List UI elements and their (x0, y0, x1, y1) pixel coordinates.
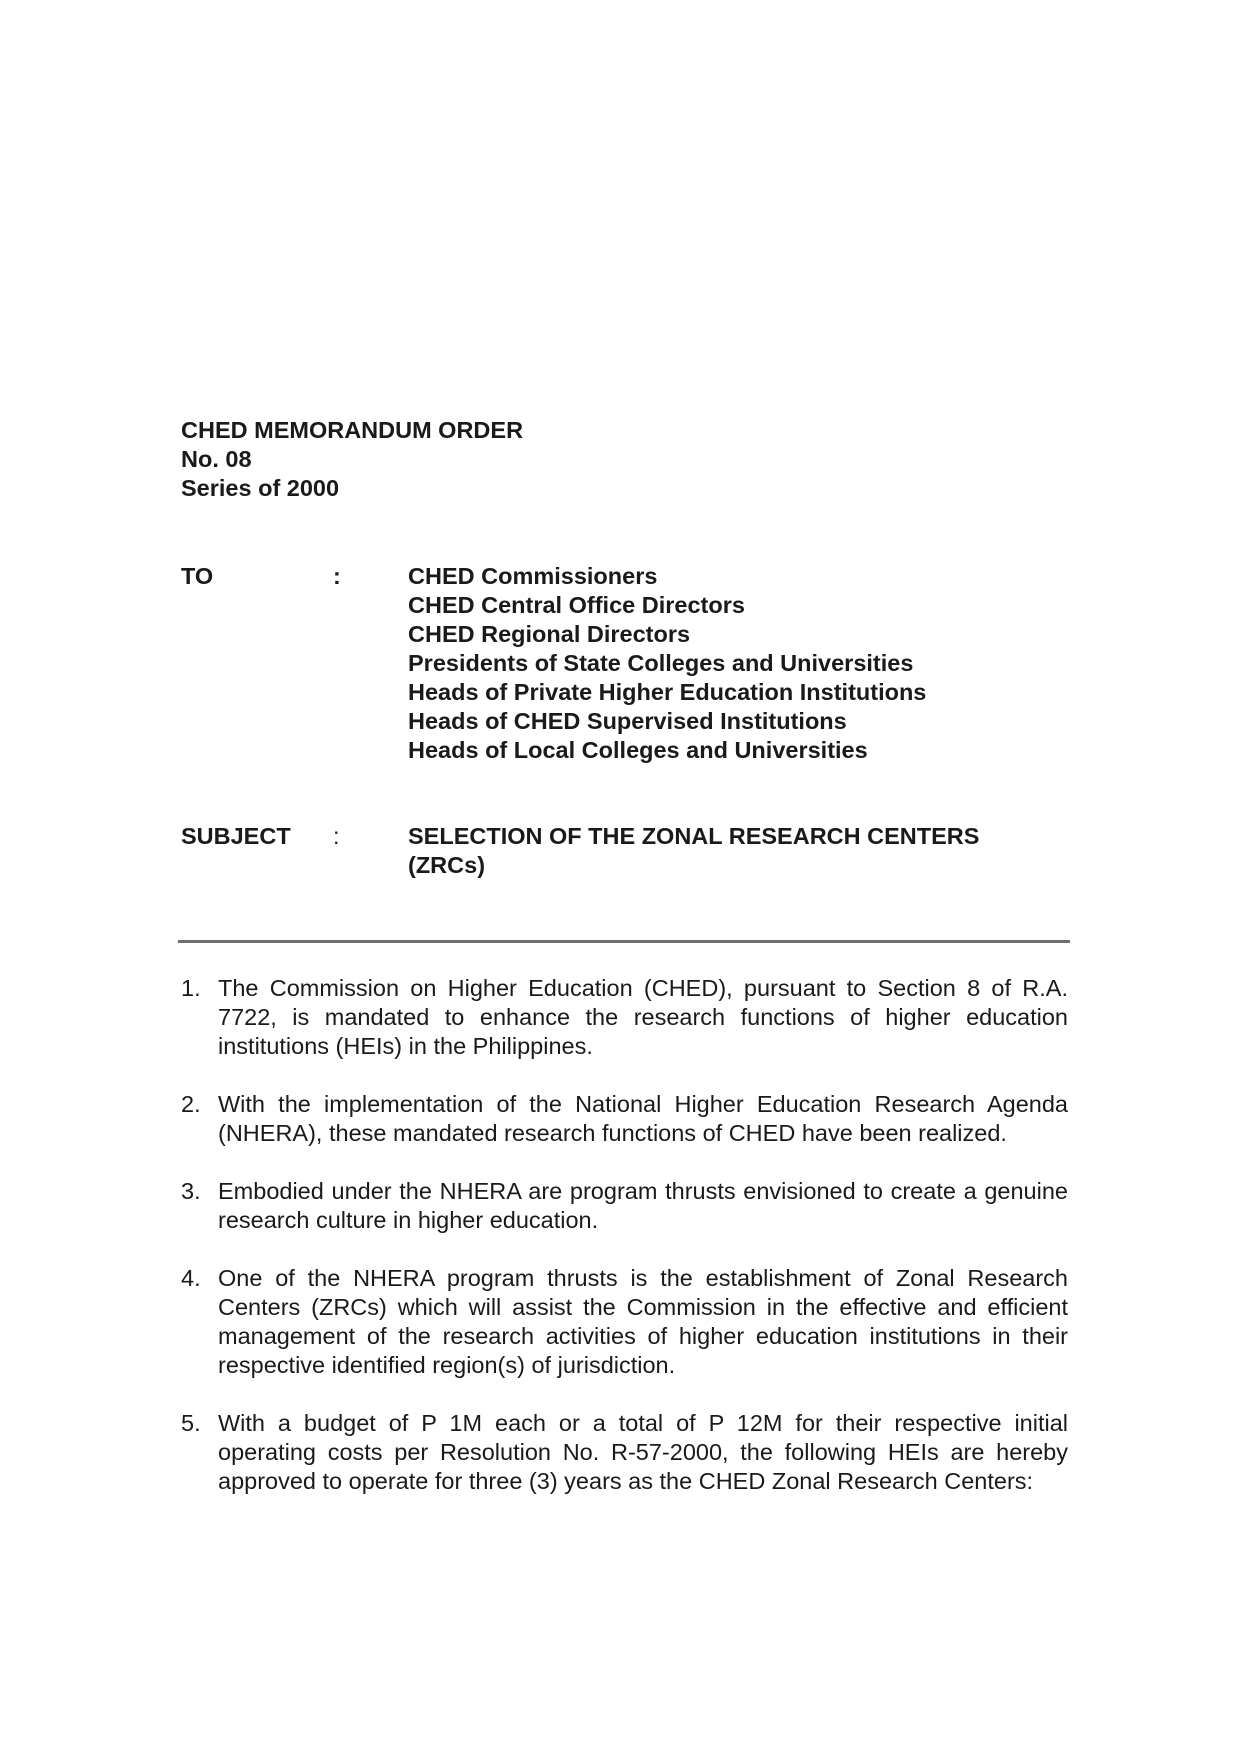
recipient-item: Presidents of State Colleges and Universities (408, 650, 914, 676)
recipient-item: Heads of CHED Supervised Institutions (408, 708, 847, 734)
recipient-item: CHED Commissioners (408, 563, 658, 589)
recipient-item: CHED Regional Directors (408, 621, 691, 647)
paragraph-text: Embodied under the NHERA are program thrusts envisioned to create a genuine research culture in higher education. (218, 1178, 1068, 1233)
horizontal-divider (178, 940, 1070, 943)
paragraph-text: With the implementation of the National Higher Education Research Agenda (NHERA), these mandated research functions of CHED have been realized. (218, 1091, 1068, 1146)
memo-title: CHED MEMORANDUM ORDER (181, 417, 524, 443)
paragraph-text: One of the NHERA program thrusts is the establishment of Zonal Research Centers (ZRCs) which will assist the Commission in the effective and efficient management of the research activities of higher education institutions in their respective identified region(s) of jurisdiction. (218, 1265, 1068, 1378)
paragraph-number: 2. (181, 1091, 201, 1117)
memo-header (181, 416, 523, 503)
paragraph-item (181, 974, 1068, 1061)
memo-series: Series of 2000 (181, 475, 340, 501)
paragraph-item (181, 1264, 1068, 1380)
subject-text: SELECTION OF THE ZONAL RESEARCH CENTERS (ZRCs) (408, 823, 980, 878)
subject-colon: : (333, 823, 340, 849)
recipient-item: Heads of Local Colleges and Universities (408, 737, 868, 763)
paragraph-text: The Commission on Higher Education (CHED), pursuant to Section 8 of R.A. 7722, is mandated to enhance the research functions of higher education institutions (HEIs) in the Philippines. (218, 975, 1068, 1059)
paragraph-list (181, 974, 1068, 1525)
paragraph-item (181, 1090, 1068, 1148)
paragraph-number: 4. (181, 1265, 201, 1291)
to-label: TO (181, 563, 214, 589)
recipient-list (408, 562, 926, 765)
paragraph-number: 3. (181, 1178, 201, 1204)
paragraph-item (181, 1409, 1068, 1496)
paragraph-number: 1. (181, 975, 201, 1001)
paragraph-number: 5. (181, 1410, 201, 1436)
recipient-item: CHED Central Office Directors (408, 592, 745, 618)
subject-label: SUBJECT (181, 823, 291, 849)
memo-number: No. 08 (181, 446, 252, 472)
paragraph-item (181, 1177, 1068, 1235)
to-colon: : (333, 563, 341, 589)
paragraph-text: With a budget of P 1M each or a total of P 12M for their respective initial operating costs per Resolution No. R-57-2000, the following HEIs are hereby approved to operate for three (3) years as the CHED Zonal Research Centers: (218, 1410, 1068, 1494)
recipient-item: Heads of Private Higher Education Institutions (408, 679, 927, 705)
